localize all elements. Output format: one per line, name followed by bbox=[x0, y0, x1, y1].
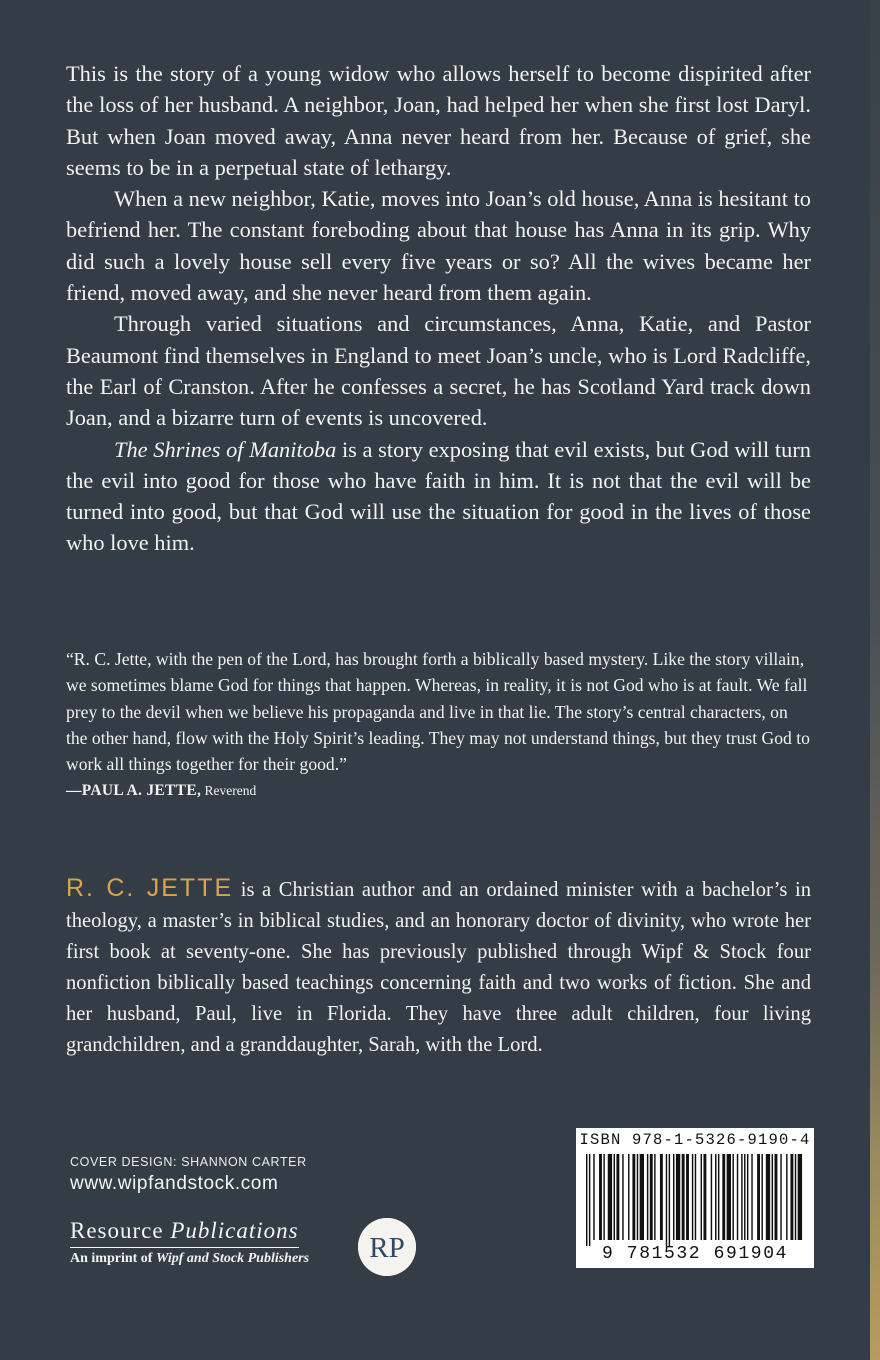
barcode-bar bbox=[628, 1154, 629, 1240]
barcode bbox=[576, 1128, 814, 1268]
rp-logo-icon bbox=[358, 1218, 416, 1276]
barcode-bar bbox=[718, 1154, 719, 1240]
synopsis-paragraph-3: Through varied situations and circumstances, Anna, Katie, and Pastor Beaumont find themselves in England to meet Joan’s uncle, who is Lord Radcliffe, the Earl of Cranston. After he confesses a secret, he has Scotland Yard track down Joan, and a bizarre turn of events is uncovered. bbox=[66, 311, 811, 431]
barcode-bar bbox=[761, 1154, 762, 1240]
barcode-bar bbox=[676, 1154, 680, 1240]
barcode-bar bbox=[654, 1154, 655, 1240]
barcode-bar bbox=[795, 1154, 796, 1240]
barcode-bar bbox=[682, 1154, 685, 1240]
barcode-bar bbox=[650, 1154, 653, 1240]
barcode-bar bbox=[666, 1154, 667, 1246]
barcode-bar bbox=[692, 1154, 693, 1240]
barcode-bar bbox=[786, 1154, 787, 1240]
barcode-bar bbox=[616, 1154, 619, 1240]
publisher-name-italic: Publications bbox=[170, 1218, 299, 1243]
barcode-bar bbox=[589, 1154, 590, 1246]
barcode-bar bbox=[640, 1154, 644, 1240]
publisher-name bbox=[70, 1218, 299, 1248]
barcode-bar bbox=[686, 1154, 689, 1240]
endorser-name: —PAUL A. JETTE, bbox=[66, 782, 202, 800]
barcode-bar bbox=[586, 1154, 587, 1246]
barcode-bar bbox=[744, 1154, 745, 1240]
barcode-bar bbox=[798, 1154, 802, 1240]
publisher-block bbox=[70, 1218, 420, 1280]
book-title: The Shrines of Manitoba bbox=[114, 436, 337, 462]
isbn-label: ISBN 978-1-5326-9190-4 bbox=[579, 1131, 811, 1149]
endorsement-attribution bbox=[66, 779, 811, 803]
barcode-bar bbox=[632, 1154, 635, 1240]
barcode-bar bbox=[732, 1154, 733, 1240]
barcode-bar bbox=[637, 1154, 638, 1240]
barcode-bar bbox=[593, 1154, 594, 1240]
barcode-bar bbox=[703, 1154, 706, 1240]
barcode-bar bbox=[647, 1154, 648, 1240]
barcode-bar bbox=[790, 1154, 793, 1240]
endorser-role: Reverend bbox=[201, 783, 257, 799]
cover-design-credit: COVER DESIGN: SHANNON CARTER bbox=[70, 1155, 307, 1169]
barcode-bar bbox=[741, 1154, 742, 1240]
barcode-bar bbox=[701, 1154, 702, 1240]
barcode-bar bbox=[722, 1154, 725, 1240]
rp-logo-text: RP bbox=[369, 1232, 405, 1264]
imprint-name: Wipf and Stock Publishers bbox=[155, 1251, 310, 1266]
barcode-bar bbox=[608, 1154, 612, 1240]
publisher-website: www.wipfandstock.com bbox=[70, 1173, 279, 1194]
barcode-bar bbox=[747, 1154, 748, 1240]
barcode-bar bbox=[757, 1154, 760, 1240]
barcode-bar bbox=[715, 1154, 716, 1240]
author-bio bbox=[66, 873, 811, 1060]
author-name: R. C. JETTE bbox=[66, 874, 234, 902]
barcode-bar bbox=[599, 1154, 602, 1240]
barcode-bar bbox=[669, 1154, 670, 1246]
barcode-bar bbox=[695, 1154, 696, 1240]
barcode-bar bbox=[614, 1154, 615, 1240]
author-bio-text: is a Christian author and an ordained minister with a bachelor’s in theology, a master’s in biblical studies, and an honorary doctor of divinity, who wrote her first book at seventy-one. She has previously published through Wipf & Stock four nonfiction biblically based teachings concerning faith and two works of fiction. She and her husband, Paul, live in Florida. They have three adult children, four living grandchildren, and a granddaughter, Sarah, with the Lord. bbox=[66, 879, 811, 1056]
synopsis-paragraph-4-text: is a story exposing that evil exists, but God will turn the evil into good for those who have faith in him. It is not that the evil will be turned into good, but that God will use the situation for good in the lives of those who love him. bbox=[66, 436, 811, 556]
endorsement-quote: “R. C. Jette, with the pen of the Lord, has brought forth a biblically based mystery. Like the story villain, we sometimes blame God for things that happen. Whereas, in reality, it is not God who is at fault. We fall prey to the devil when we believe his propaganda and live in that lie. The story’s central characters, on the other hand, flow with the Holy Spirit’s leading. They may not understand things, but they trust God to work all things together for their good.” bbox=[66, 649, 810, 775]
endorsement bbox=[66, 646, 811, 803]
isbn-digits: 9 781532 691904 bbox=[601, 1244, 789, 1264]
barcode-bar bbox=[737, 1154, 738, 1240]
barcode-bar bbox=[780, 1154, 781, 1240]
spine-edge bbox=[870, 0, 880, 1360]
synopsis-paragraph-2: When a new neighbor, Katie, moves into Joan’s old house, Anna is hesitant to befriend her. The constant foreboding about that house has Anna in its grip. Why did such a lovely house sell every five years or so? All the wives became her friend, moved away, and she never heard from them again. bbox=[66, 186, 811, 306]
barcode-bar bbox=[660, 1154, 663, 1240]
barcode-bar bbox=[711, 1154, 712, 1240]
barcode-bar bbox=[766, 1154, 770, 1240]
barcode-bar bbox=[751, 1154, 752, 1240]
publisher-name-plain: Resource bbox=[70, 1218, 171, 1243]
synopsis-paragraph-1: This is the story of a young widow who allows herself to become dispirited after the loss of her husband. A neighbor, Joan, had helped her when she first lost Daryl. But when Joan moved away, Anna never heard from her. Because of grief, she seems to be in a perpetual state of lethargy. bbox=[66, 61, 811, 180]
synopsis-paragraph-4 bbox=[66, 434, 811, 559]
barcode-bar bbox=[772, 1154, 773, 1240]
barcode-bar bbox=[775, 1154, 778, 1240]
imprint-prefix: An imprint of bbox=[70, 1251, 156, 1266]
credits bbox=[70, 1155, 307, 1195]
barcode-bar bbox=[622, 1154, 623, 1240]
barcode-bar bbox=[673, 1154, 674, 1240]
synopsis bbox=[66, 58, 811, 559]
barcode-bars bbox=[584, 1154, 806, 1246]
barcode-bar bbox=[603, 1154, 604, 1240]
barcode-bar bbox=[727, 1154, 731, 1240]
